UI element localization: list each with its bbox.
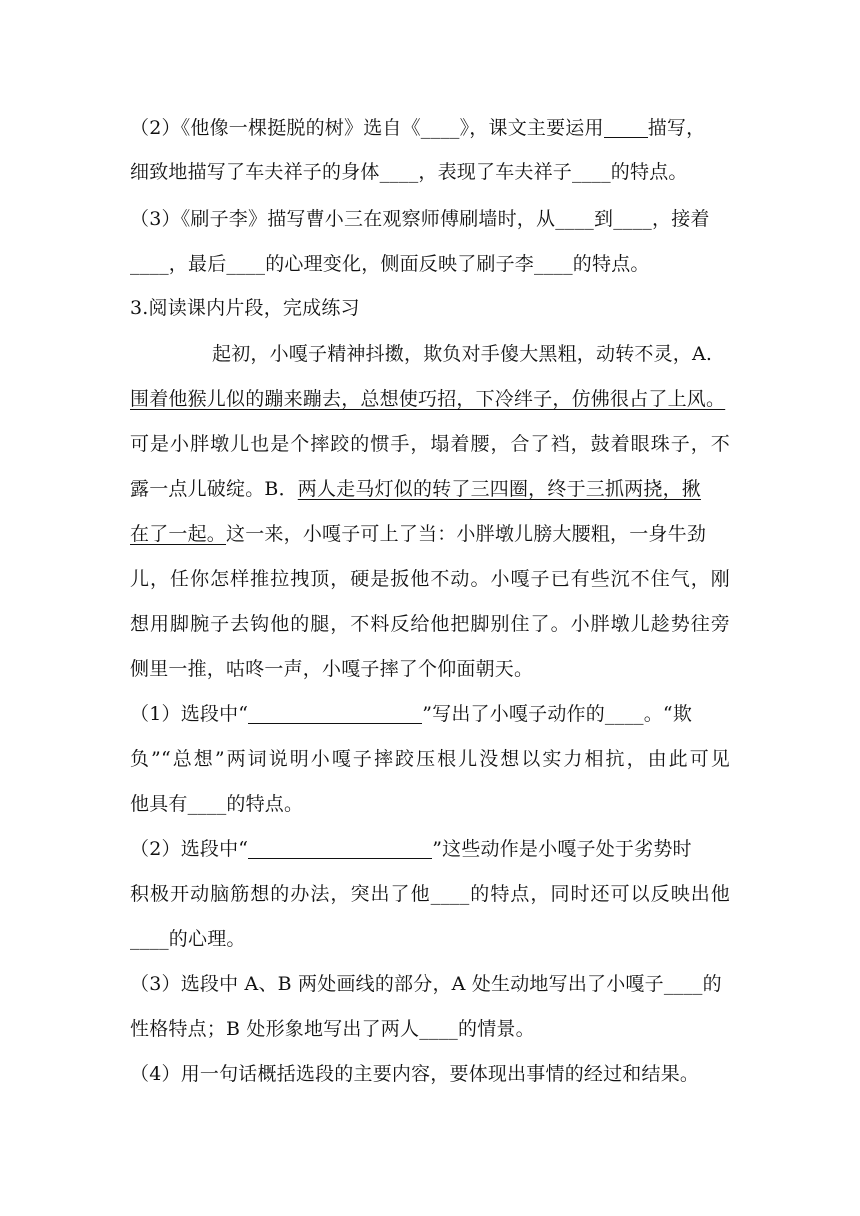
passage-line-6: 儿，任你怎样推拉拽顶，硬是扳他不动。小嘎子已有些沉不住气，刚 <box>130 568 730 590</box>
question-2-text: （2）《他像一棵挺脱的树》选自《____》，课文主要运用 <box>130 117 604 139</box>
subquestion-1-line-2: 负”“总想”两词说明小嘎子摔跤压根儿没想以实力相抗，由此可见 <box>130 748 730 770</box>
passage-line-4 <box>130 469 730 509</box>
passage-text: 露一点儿破绽。B． <box>130 478 298 500</box>
subquestion-2-text-end: ”这些动作是小嘎子处于劣势时 <box>432 838 692 860</box>
passage-line-7: 想用脚腕子去钩他的腿，不料反给他把脚别住了。小胖墩儿趁势往旁 <box>130 613 730 635</box>
answer-blank-quote[interactable] <box>248 836 432 859</box>
passage-line-8: 侧里一推，咕咚一声，小嘎子摔了个仰面朝天。 <box>130 658 534 680</box>
subquestion-3-line-2: 性格特点；B 处形象地写出了两人____的情景。 <box>130 1018 535 1040</box>
question-3-line-1: （3）《刷子李》描写曹小三在观察师傅刷墙时，从____到____，接着 <box>130 208 710 230</box>
passage-underline-b-end: 在了一起。 <box>130 523 227 545</box>
subquestion-3-line-1: （3）选段中 A、B 两处画线的部分，A 处生动地写出了小嘎子____的 <box>130 973 722 995</box>
passage-line-5 <box>130 514 730 554</box>
answer-blank[interactable] <box>604 115 648 138</box>
passage-line-1: 起初，小嘎子精神抖擞，欺负对手傻大黑粗，动转不灵，A. <box>212 343 713 365</box>
passage-underline-b-start: 两人走马灯似的转了三四圈，终于三抓两挠，揪 <box>297 478 701 500</box>
answer-blank-quote[interactable] <box>248 701 422 724</box>
question-2-text-end: 描写， <box>647 117 706 139</box>
subquestion-2-line-2: 积极开动脑筋想的办法，突出了他____的特点，同时还可以反映出他 <box>130 883 730 905</box>
subquestion-1-line-1 <box>130 694 730 734</box>
question-3-line-2: ____，最后____的心理变化，侧面反映了刷子李____的特点。 <box>130 253 650 275</box>
section-3-title: 3.阅读课内片段，完成练习 <box>130 297 360 319</box>
subquestion-2-line-3: ____的心理。 <box>130 928 246 950</box>
subquestion-2-text: （2）选段中“ <box>130 838 249 860</box>
subquestion-1-line-3: 他具有____的特点。 <box>130 793 304 815</box>
passage-line-3: 可是小胖墩儿也是个摔跤的惯手，塌着腰，合了裆，鼓着眼珠子，不 <box>130 433 730 455</box>
subquestion-1-text-end: ”写出了小嘎子动作的____。“欺 <box>422 703 693 725</box>
passage-underline-a: 围着他猴儿似的蹦来蹦去，总想使巧招，下冷绊子，仿佛很占了上风。 <box>130 388 726 410</box>
question-2-line-2: 细致地描写了车夫祥子的身体____，表现了车夫祥子____的特点。 <box>130 161 688 183</box>
subquestion-1-text: （1）选段中“ <box>130 703 249 725</box>
question-2-line-1 <box>130 108 730 148</box>
subquestion-4-line-1: （4）用一句话概括选段的主要内容，要体现出事情的经过和结果。 <box>130 1063 700 1085</box>
passage-text: 这一来，小嘎子可上了当：小胖墩儿膀大腰粗，一身牛劲 <box>226 523 707 545</box>
subquestion-2-line-1 <box>130 829 730 869</box>
